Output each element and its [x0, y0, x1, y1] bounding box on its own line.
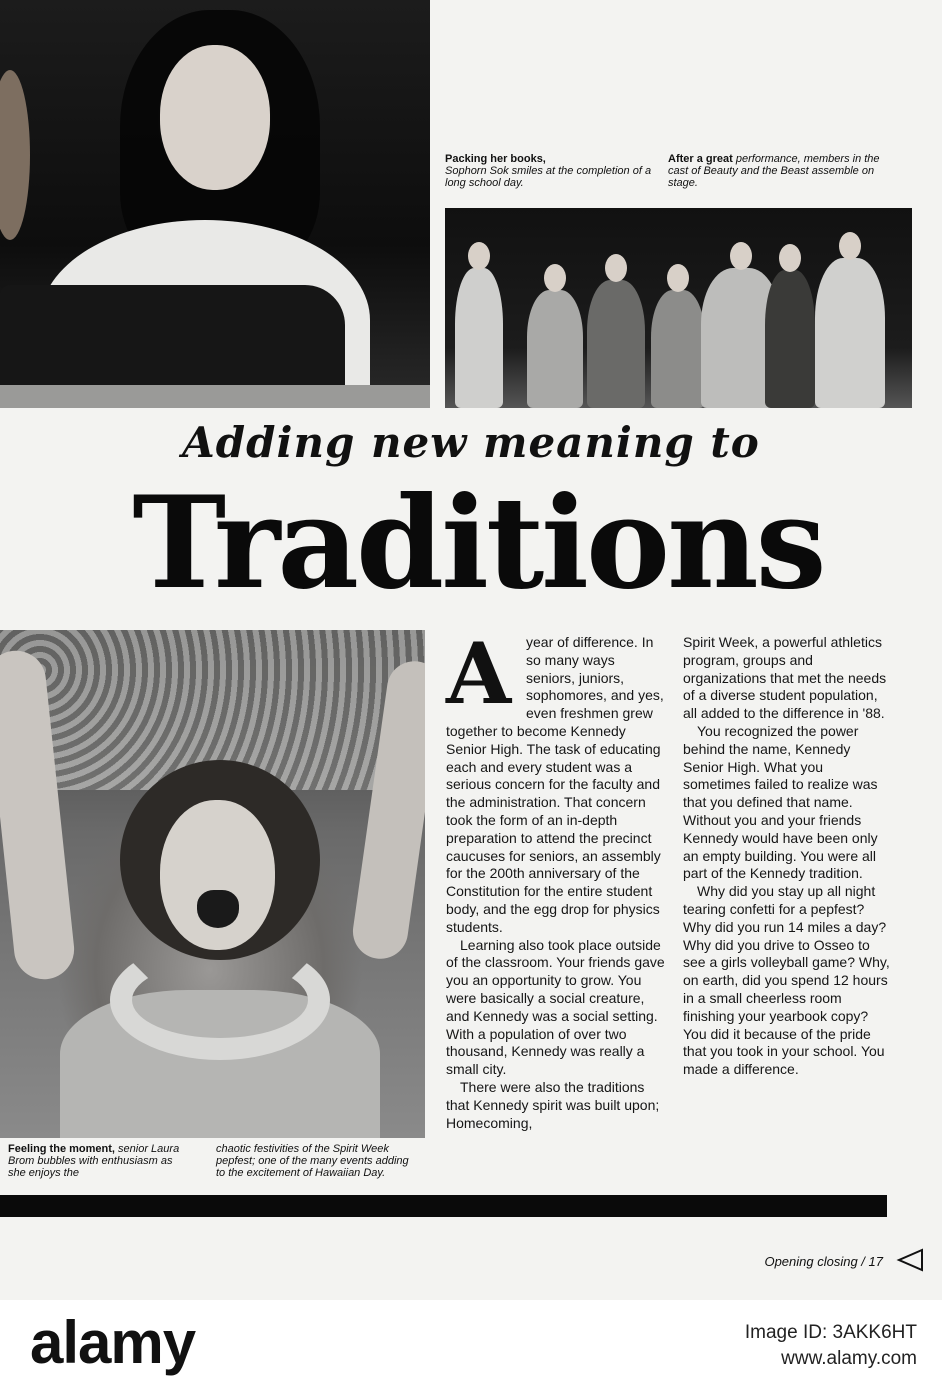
caption-text: senior Laura Brom bubbles with enthusiasm as she enjoys the	[8, 1143, 180, 1179]
caption-lead: Packing her books,	[445, 153, 546, 165]
drop-cap: A	[446, 624, 512, 723]
article-paragraph: Spirit Week, a powerful athletics program, groups and organizations that met the needs of a diverse student population, all added to the difference in '88.	[683, 634, 887, 722]
photo-student-with-books	[0, 0, 430, 408]
caption-packing-books	[445, 153, 660, 189]
article-paragraph: You recognized the power behind the name, Kennedy Senior High. What you sometimes failed to realize was that you defined that name. Without you and your friends Kennedy would have been only an empty building. You were all part of the Kennedy tradition.	[683, 722, 878, 882]
watermark-banner	[0, 1300, 942, 1390]
article-paragraph: Learning also took place outside of the classroom. Your friends gave you an opportunity to grow. You were basically a social creature, and Kennedy was a social setting. With a population of over two thousand, Kennedy was really a small city.	[446, 936, 665, 1078]
article-column-1	[446, 624, 666, 1132]
caption-text: Sophorn Sok smiles at the completion of a long school day.	[445, 165, 652, 189]
article-paragraph: A year of difference. In so many ways seniors, juniors, sophomores, and yes, even freshmen grew together to become Kennedy Senior High. The task of educating each and every student was a serious concern for the faculty and the administration. That concern took the form of an in-depth preparation to attend the precinct caucuses for seniors, an assembly for the 200th anniversary of the Constitution for the entire student body, and the egg drop for physics students.	[446, 624, 664, 935]
caption-feeling-moment	[8, 1143, 183, 1179]
caption-after-performance	[668, 153, 883, 189]
article-column-2	[683, 634, 893, 1079]
watermark-image-id: Image ID: 3AKK6HT	[744, 1322, 917, 1343]
article-paragraph: Why did you stay up all night tearing confetti for a pepfest? Why did you run 14 miles a day? Why did you drive to Osseo to see a girls volleyball game? Why, on earth, did you spend 12 hours in a small cheerless room finishing your yearbook copy? You did it because of the pride that you took in your school. You made a difference.	[683, 883, 890, 1078]
headline-kicker: Adding new meaning to	[182, 418, 760, 467]
caption-text: chaotic festivities of the Spirit Week pepfest; one of the many events adding to the excitement of Hawaiian Day.	[216, 1143, 409, 1179]
article-paragraph: There were also the traditions that Kennedy spirit was built upon; Homecoming,	[446, 1078, 660, 1131]
caption-text: performance, members in the cast of Beauty and the Beast assemble on stage.	[668, 153, 880, 189]
photo-pepfest-student	[0, 630, 425, 1138]
divider-bar	[0, 1195, 887, 1217]
watermark-url: www.alamy.com	[781, 1348, 917, 1369]
page-folio: Opening closing / 17	[764, 1254, 883, 1269]
caption-lead: After a great	[668, 153, 733, 165]
caption-lead: Feeling the moment,	[8, 1143, 115, 1155]
page-title: Traditions	[132, 469, 824, 617]
triangle-left-icon	[896, 1248, 924, 1272]
watermark-logo: alamy	[30, 1309, 196, 1376]
photo-stage-cast	[445, 208, 912, 408]
caption-feeling-moment-cont	[216, 1143, 416, 1179]
